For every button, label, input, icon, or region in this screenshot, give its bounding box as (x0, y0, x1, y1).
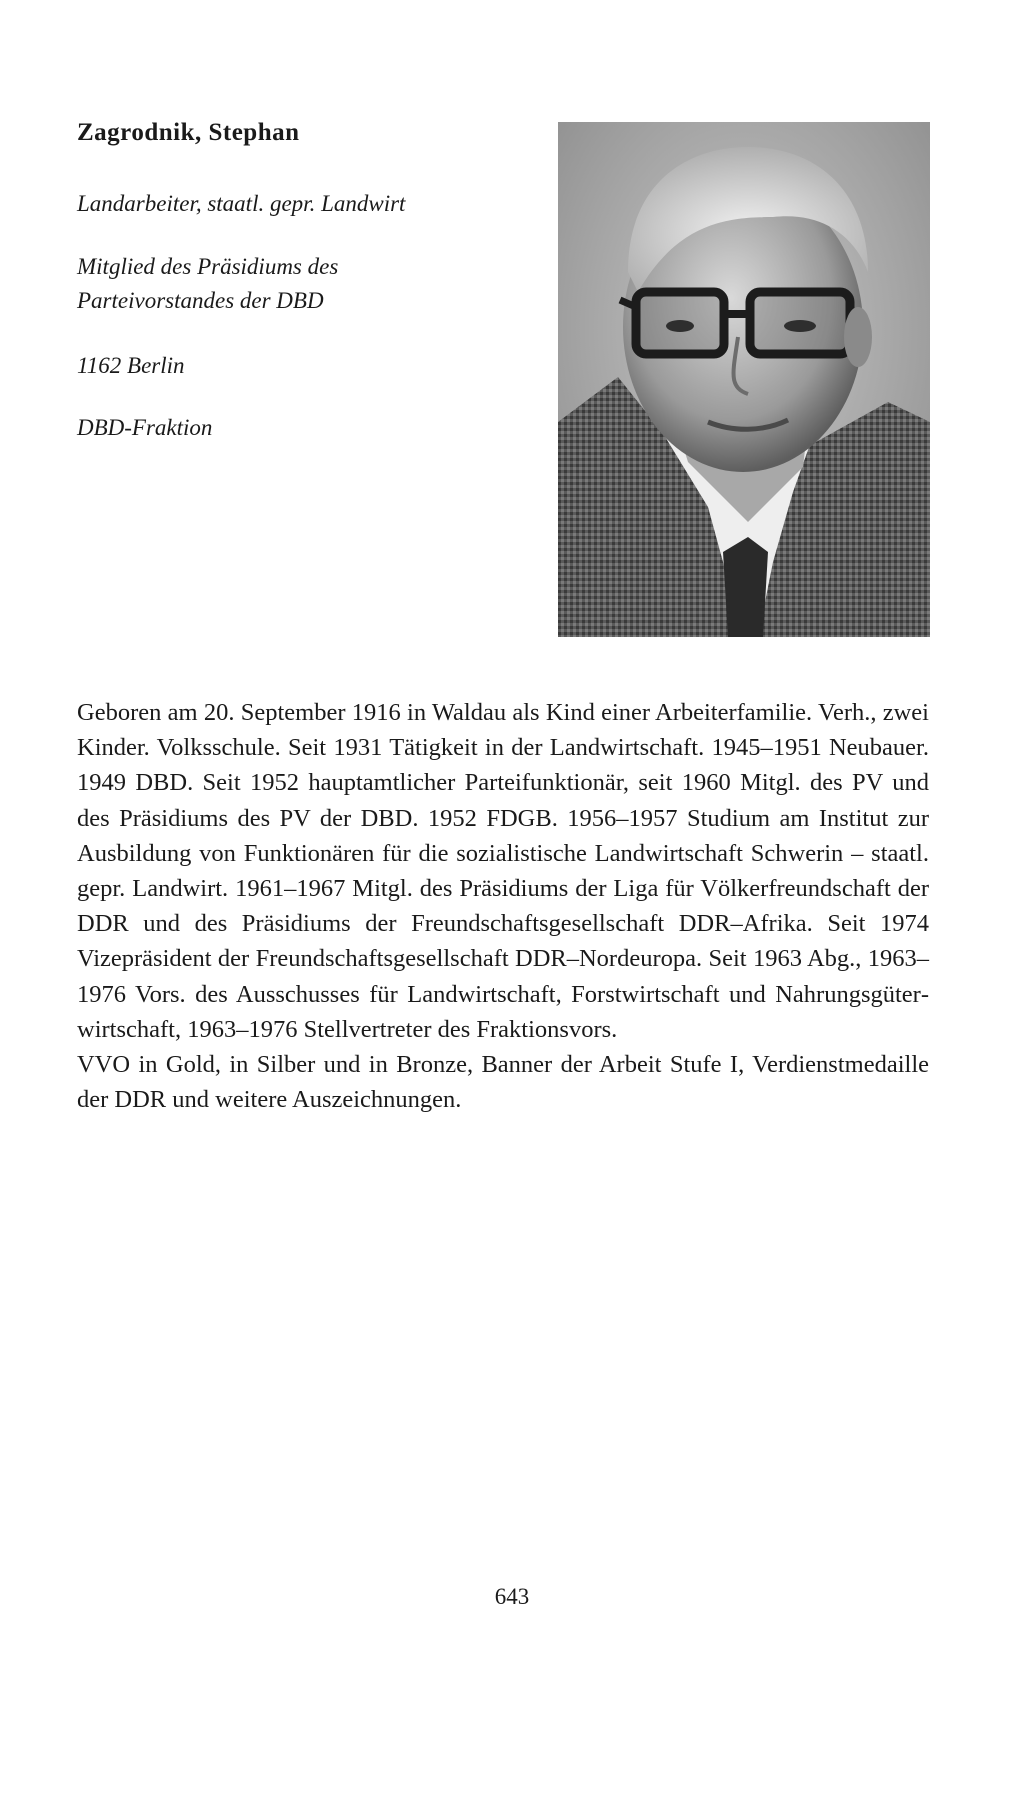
entry-profession: Landarbeiter, staatl. gepr. Landwirt (77, 191, 406, 216)
biography-text (77, 695, 929, 1117)
entry-function: Mitglied des Präsidiums des Parteivorstandes der DBD (77, 254, 339, 313)
page-number: 643 (494, 1584, 530, 1609)
biography-paragraph: Geboren am 20. September 1916 in Waldau als Kind einer Arbeiterfamilie. Verh., zwei Kinder. Volksschule. Seit 1931 Tätigkeit in der Landwirtschaft. 1945–1951 Neubauer. 1949 DBD. Seit 1952 hauptamtlicher Parteifunktionär, seit 1960 Mitgl. des PV und des Präsidiums des PV der DBD. 1952 FDGB. 1956–1957 Studium am Institut zur Ausbildung von Funktionären für die sozialistische Landwirtschaft Schwerin – staatl. gepr. Landwirt. 1961–1967 Mitgl. des Präsidiums der Liga für Völkerfreundschaft der DDR und des Präsidiums der Freundschaftsgesellschaft DDR–Afrika. Seit 1974 Vizepräsident der Freundschaftsgesellschaft DDR–Nordeuropa. Seit 1963 Abg., 1963–1976 Vors. des Ausschusses für Landwirtschaft, Forstwirtschaft und Nahrungsgüterwirtschaft, 1963–1976 Stellvertreter des Fraktionsvors. (77, 699, 929, 1043)
biography-awards-paragraph: VVO in Gold, in Silber und in Bronze, Banner der Arbeit Stufe I, Verdienstmedaille der DDR und weitere Auszeichnungen. (77, 1051, 929, 1114)
portrait-photo (558, 122, 930, 637)
entry-faction: DBD-Fraktion (77, 415, 213, 440)
entry-name: Zagrodnik, Stephan (77, 119, 300, 146)
entry-location: 1162 Berlin (77, 353, 185, 378)
